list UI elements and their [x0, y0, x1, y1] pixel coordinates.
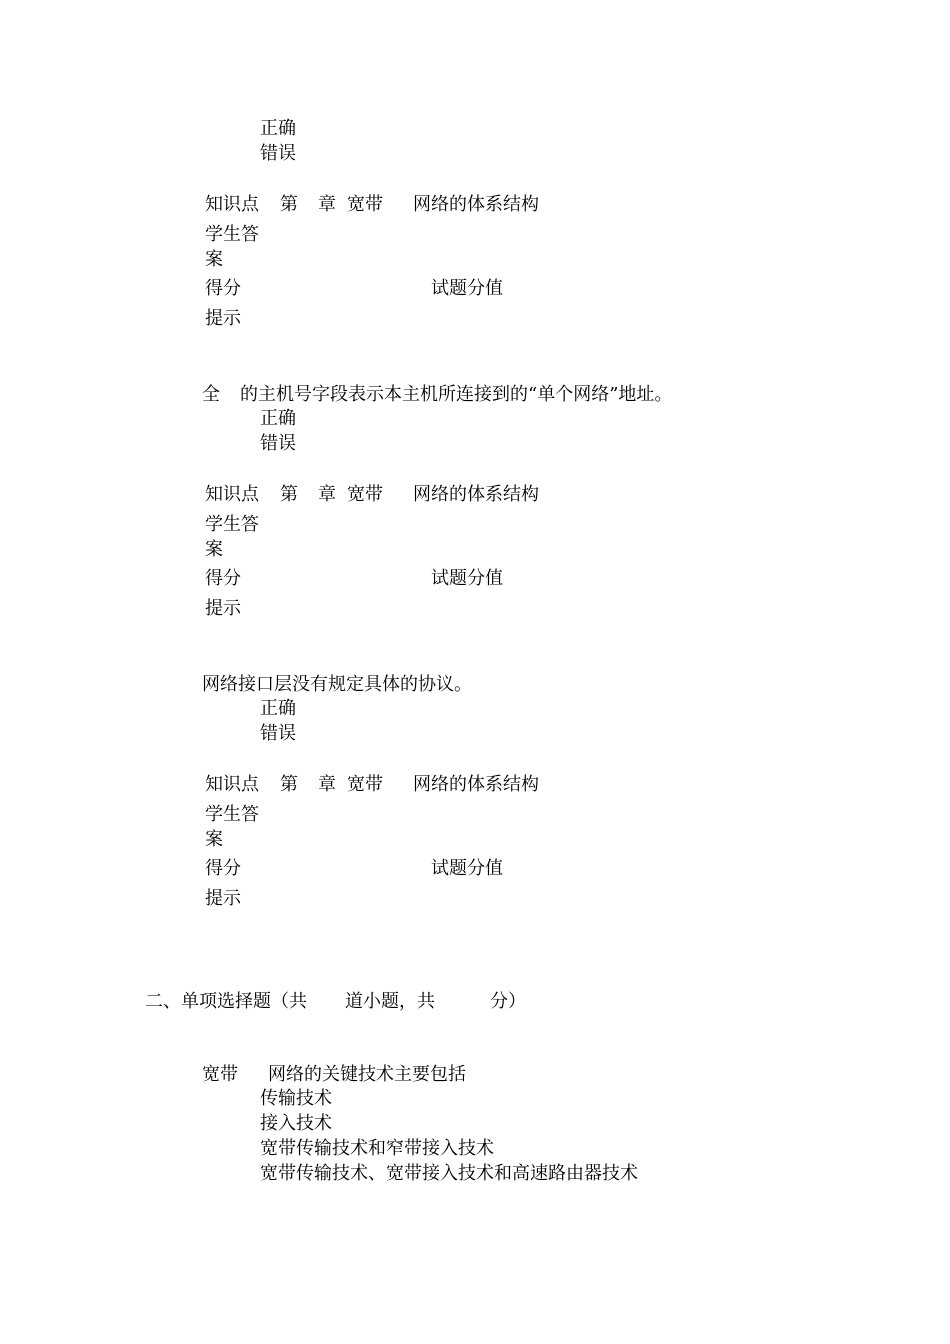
- student-answer-label-cont: 案: [205, 829, 223, 850]
- option-d[interactable]: 宽带传输技术、宽带接入技术和高速路由器技术: [260, 1163, 638, 1184]
- question-text: 的主机号字段表示本主机所连接到的“单个网络”地址。: [240, 384, 673, 405]
- knowledge-chapter: 第: [280, 484, 298, 505]
- question-text: 网络的关键技术主要包括: [268, 1064, 466, 1085]
- hint-label: 提示: [205, 308, 241, 329]
- question-value-label: 试题分值: [431, 858, 503, 879]
- knowledge-chapter-suffix: 章: [318, 774, 336, 795]
- question-prefix: 全: [202, 384, 220, 405]
- section-heading-part2: 道小题，共: [345, 991, 435, 1012]
- section-heading-part1: 二、单项选择题（共: [145, 991, 307, 1012]
- option-false[interactable]: 错误: [260, 143, 296, 164]
- hint-label: 提示: [205, 598, 241, 619]
- option-a[interactable]: 传输技术: [260, 1088, 332, 1109]
- knowledge-label: 知识点: [205, 194, 259, 215]
- knowledge-topic-b: 网络的体系结构: [413, 774, 539, 795]
- knowledge-label: 知识点: [205, 774, 259, 795]
- question-value-label: 试题分值: [431, 278, 503, 299]
- knowledge-topic-b: 网络的体系结构: [413, 194, 539, 215]
- score-label: 得分: [205, 858, 241, 879]
- option-c[interactable]: 宽带传输技术和窄带接入技术: [260, 1138, 494, 1159]
- question-prefix: 宽带: [202, 1064, 238, 1085]
- question-value-label: 试题分值: [431, 568, 503, 589]
- knowledge-chapter: 第: [280, 774, 298, 795]
- student-answer-label: 学生答: [205, 224, 259, 245]
- option-false[interactable]: 错误: [260, 723, 296, 744]
- student-answer-label: 学生答: [205, 804, 259, 825]
- hint-label: 提示: [205, 888, 241, 909]
- score-label: 得分: [205, 278, 241, 299]
- option-true[interactable]: 正确: [260, 408, 296, 429]
- student-answer-label-cont: 案: [205, 539, 223, 560]
- question-text: 网络接口层没有规定具体的协议。: [202, 674, 472, 695]
- knowledge-topic-a: 宽带: [347, 484, 383, 505]
- option-b[interactable]: 接入技术: [260, 1113, 332, 1134]
- option-true[interactable]: 正确: [260, 118, 296, 139]
- student-answer-label: 学生答: [205, 514, 259, 535]
- knowledge-topic-b: 网络的体系结构: [413, 484, 539, 505]
- knowledge-chapter-suffix: 章: [318, 194, 336, 215]
- option-true[interactable]: 正确: [260, 698, 296, 719]
- knowledge-topic-a: 宽带: [347, 774, 383, 795]
- knowledge-chapter: 第: [280, 194, 298, 215]
- knowledge-chapter-suffix: 章: [318, 484, 336, 505]
- knowledge-label: 知识点: [205, 484, 259, 505]
- option-false[interactable]: 错误: [260, 433, 296, 454]
- knowledge-topic-a: 宽带: [347, 194, 383, 215]
- score-label: 得分: [205, 568, 241, 589]
- student-answer-label-cont: 案: [205, 249, 223, 270]
- section-heading-part3: 分）: [490, 991, 526, 1012]
